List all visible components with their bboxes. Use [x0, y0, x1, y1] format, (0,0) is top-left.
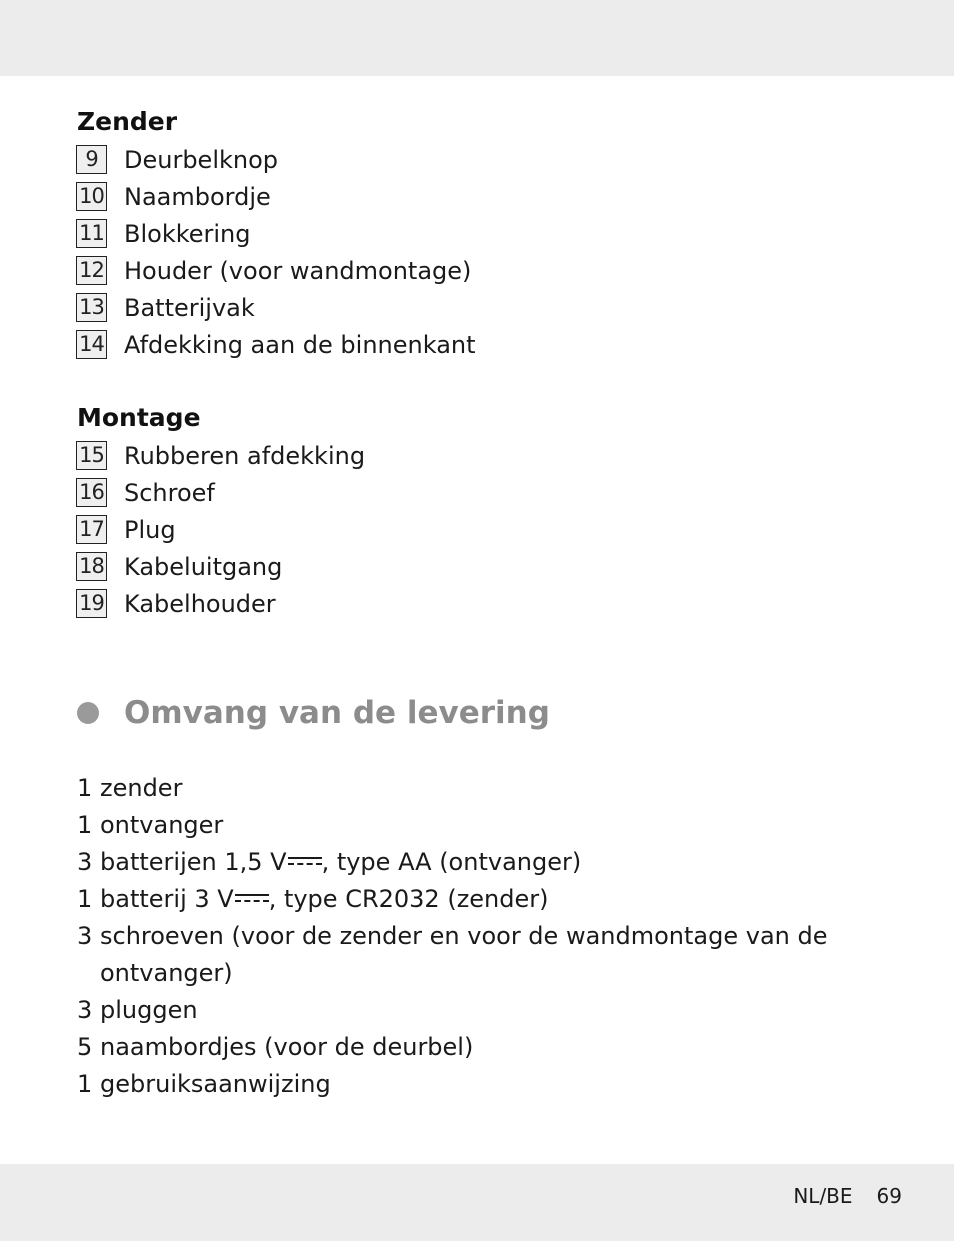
list-item: [77, 844, 828, 881]
part-label: Schroef: [124, 478, 215, 507]
part-row: [76, 437, 365, 474]
direct-current-icon: [288, 857, 322, 867]
part-label: Plug: [124, 515, 176, 544]
part-label: Blokkering: [124, 219, 251, 248]
part-number-badge: 14: [76, 330, 107, 359]
part-label: Kabeluitgang: [124, 552, 283, 581]
part-label: Kabelhouder: [124, 589, 276, 618]
bullet-dot-icon: [77, 702, 99, 724]
montage-parts-list: [76, 437, 365, 622]
part-row: [76, 511, 365, 548]
section-title: [77, 691, 550, 735]
item-quantity: 1: [77, 774, 93, 802]
locale-label: NL/BE: [793, 1184, 853, 1208]
direct-current-icon: [235, 894, 269, 904]
item-text: batterijen 1,5 V: [100, 848, 287, 876]
list-item: [77, 807, 828, 844]
item-text-continuation: ontvanger): [100, 959, 233, 987]
part-row: [76, 474, 365, 511]
list-item: [77, 918, 828, 992]
part-row: [76, 215, 476, 252]
page-number: 69: [876, 1184, 902, 1208]
item-text-suffix: , type CR2032 (zender): [268, 885, 549, 913]
part-number-badge: 17: [76, 515, 107, 544]
list-item: [77, 1066, 828, 1103]
item-quantity: 5: [77, 1033, 93, 1061]
part-row: [76, 289, 476, 326]
item-quantity: 3: [77, 996, 93, 1024]
item-text: schroeven (voor de zender en voor de wandmontage van de: [100, 922, 828, 950]
item-text-suffix: , type AA (ontvanger): [321, 848, 582, 876]
header-band: [0, 0, 954, 76]
item-quantity: 1: [77, 811, 93, 839]
montage-heading: Montage: [77, 403, 201, 432]
item-quantity: 1: [77, 1070, 93, 1098]
list-item: [77, 992, 828, 1029]
item-quantity: 1: [77, 885, 93, 913]
section-title-text: Omvang van de levering: [124, 695, 550, 731]
item-text: pluggen: [100, 996, 198, 1024]
part-row: [76, 141, 476, 178]
item-text: gebruiksaanwijzing: [100, 1070, 331, 1098]
part-label: Houder (voor wandmontage): [124, 256, 472, 285]
item-text: ontvanger: [100, 811, 224, 839]
part-label: Batterijvak: [124, 293, 255, 322]
list-item: [77, 881, 828, 918]
part-label: Afdekking aan de binnenkant: [124, 330, 476, 359]
part-label: Naambordje: [124, 182, 271, 211]
page-footer: [793, 1184, 902, 1208]
item-text: naambordjes (voor de deurbel): [100, 1033, 474, 1061]
part-number-badge: 19: [76, 589, 107, 618]
part-number-badge: 18: [76, 552, 107, 581]
part-number-badge: 12: [76, 256, 107, 285]
part-number-badge: 16: [76, 478, 107, 507]
part-number-badge: 9: [76, 145, 107, 174]
item-text: zender: [100, 774, 183, 802]
part-number-badge: 13: [76, 293, 107, 322]
list-item: [77, 770, 828, 807]
part-label: Deurbelknop: [124, 145, 279, 174]
delivery-list: [77, 770, 828, 1103]
part-number-badge: 10: [76, 182, 107, 211]
part-number-badge: 15: [76, 441, 107, 470]
zender-heading: Zender: [77, 107, 178, 136]
part-row: [76, 548, 365, 585]
item-text: batterij 3 V: [100, 885, 234, 913]
part-row: [76, 178, 476, 215]
zender-parts-list: [76, 141, 476, 363]
part-label: Rubberen afdekking: [124, 441, 366, 470]
part-row: [76, 326, 476, 363]
part-number-badge: 11: [76, 219, 107, 248]
item-quantity: 3: [77, 848, 93, 876]
part-row: [76, 585, 365, 622]
part-row: [76, 252, 476, 289]
item-quantity: 3: [77, 922, 93, 950]
list-item: [77, 1029, 828, 1066]
